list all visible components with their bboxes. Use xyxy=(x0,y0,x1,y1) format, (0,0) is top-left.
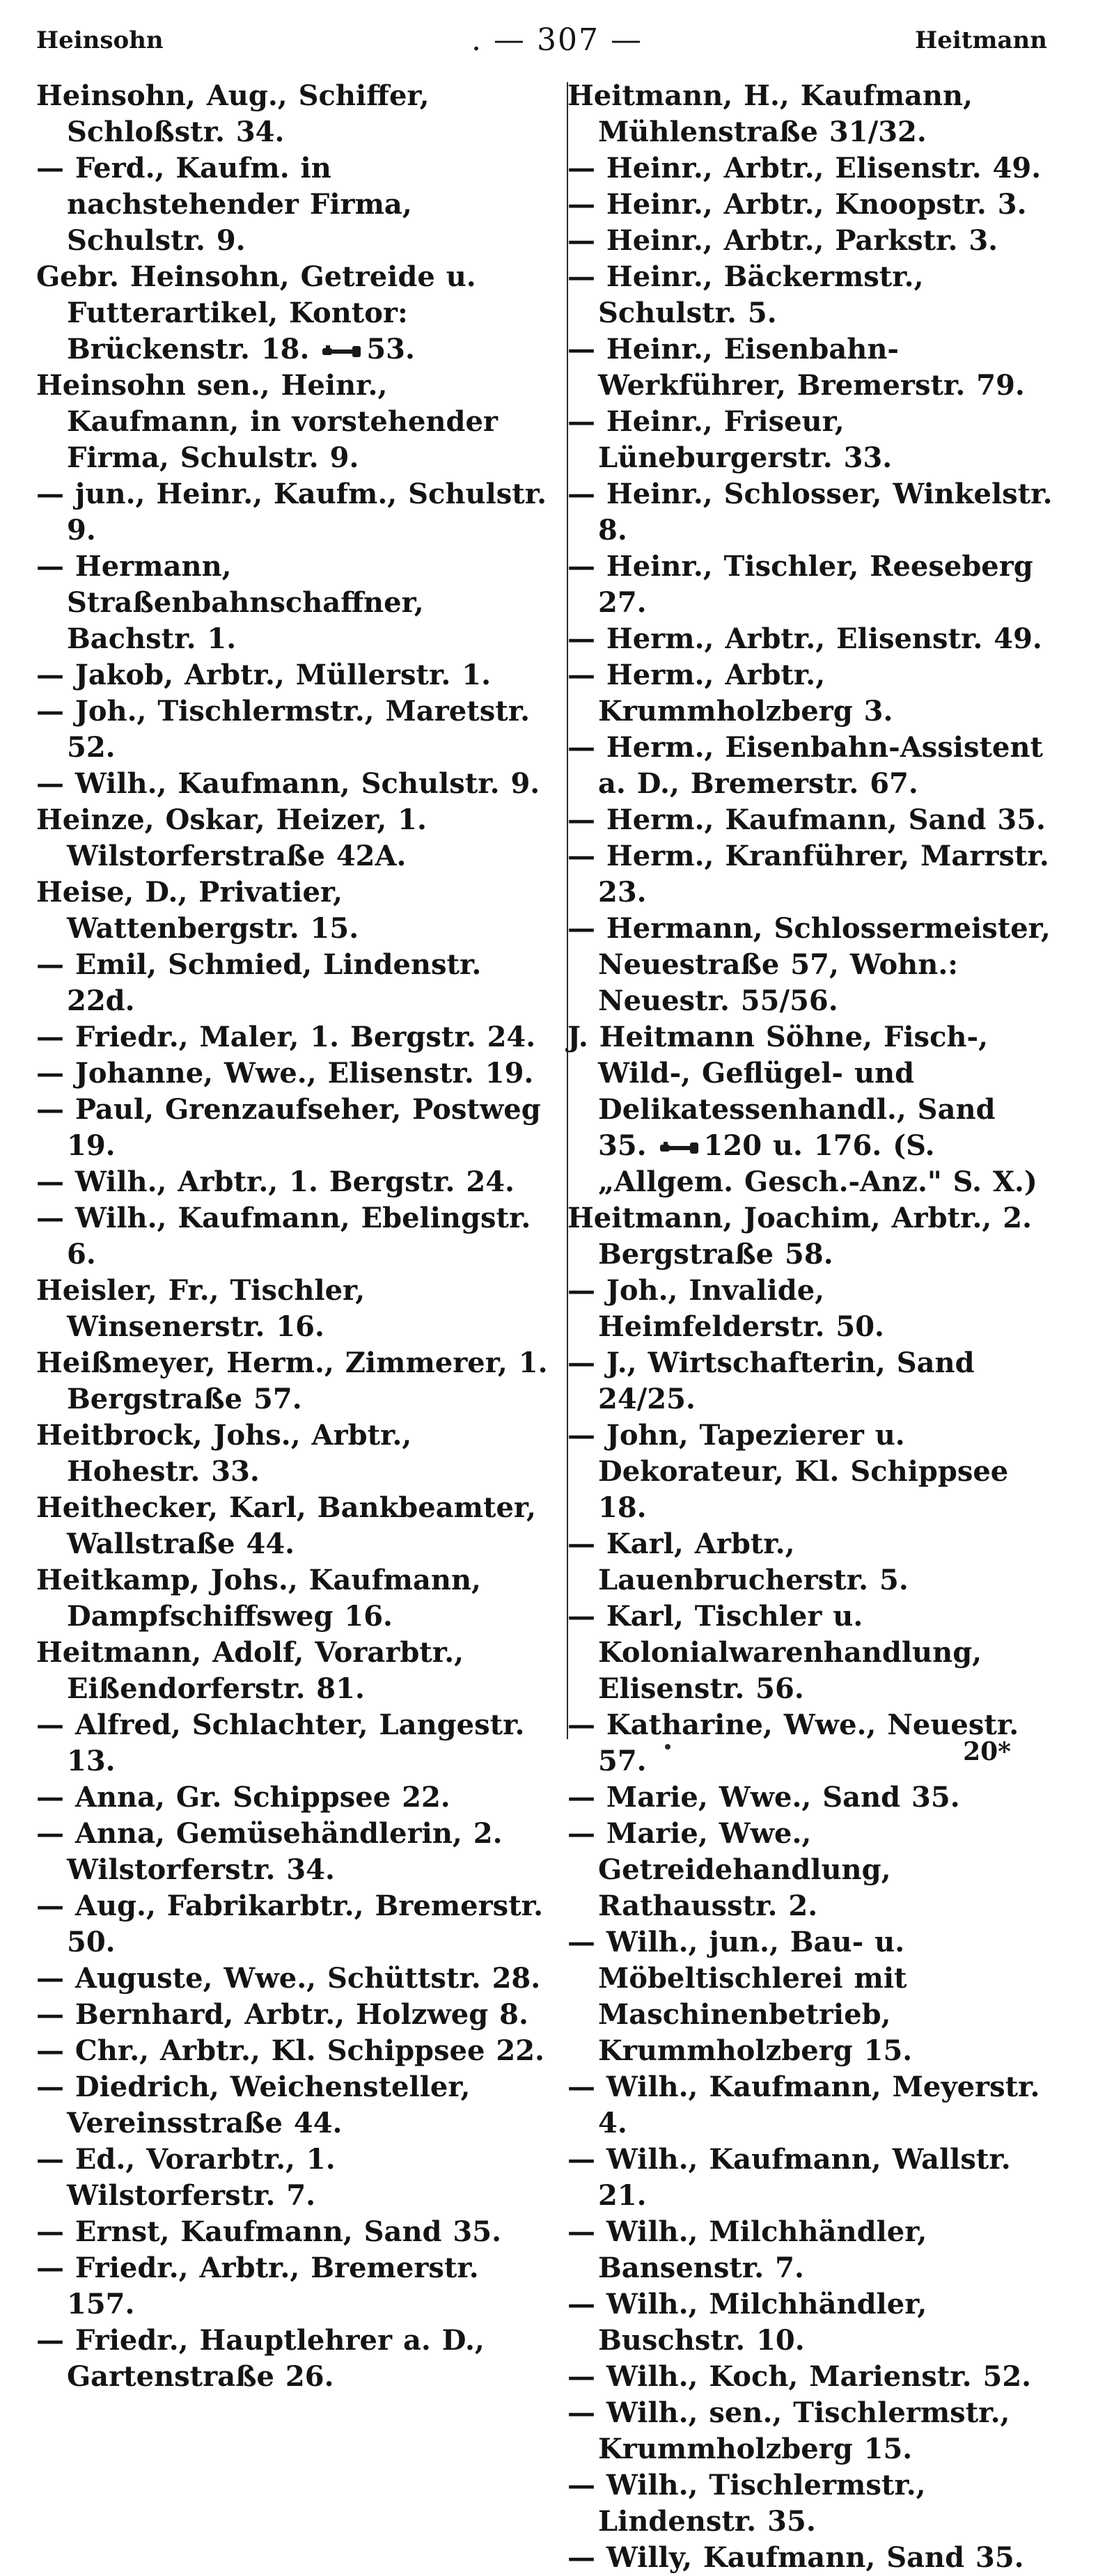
entry-text: Heitmann, Adolf, Vorarbtr., Eißendorferstr. 81. xyxy=(36,1636,464,1705)
directory-entry xyxy=(36,1707,551,1780)
directory-entry xyxy=(567,802,1055,838)
directory-entry xyxy=(36,2214,551,2250)
entry-text: — Herm., Arbtr., Krummholzberg 3. xyxy=(567,659,893,728)
entry-text: — Anna, Gr. Schippsee 22. xyxy=(36,1781,450,1814)
entry-text: — Wilh., Milchhändler, Bansenstr. 7. xyxy=(567,2215,927,2284)
directory-entry xyxy=(567,1417,1055,1526)
directory-entry xyxy=(567,2467,1055,2540)
directory-entry xyxy=(567,2142,1055,2214)
directory-entry xyxy=(567,1019,1055,1200)
telephone-icon xyxy=(659,1140,700,1156)
directory-entry xyxy=(36,1055,551,1092)
left-column xyxy=(36,78,551,2395)
entry-text: — Hermann, Schlossermeister, Neuestraße 57, Wohn.: Neuestr. 55/56. xyxy=(567,912,1051,1017)
directory-entry xyxy=(567,1780,1055,1816)
entry-text: — Katharine, Wwe., Neuestr. 57. xyxy=(567,1709,1019,1777)
entry-text: — Wilh., Koch, Marienstr. 52. xyxy=(567,2360,1032,2393)
entry-text: Heinze, Oskar, Heizer, 1. Wilstorferstraße 42A. xyxy=(36,803,427,872)
directory-entry xyxy=(36,259,551,368)
entry-text: — Jakob, Arbtr., Müllerstr. 1. xyxy=(36,659,491,691)
directory-entry xyxy=(36,947,551,1019)
entry-text: — Ferd., Kaufm. in nachstehender Firma, Schulstr. 9. xyxy=(36,152,412,257)
directory-entry xyxy=(36,1345,551,1417)
directory-entry xyxy=(567,1924,1055,2069)
directory-entry xyxy=(567,78,1055,150)
directory-entry xyxy=(36,150,551,259)
directory-entry xyxy=(567,549,1055,621)
entry-text: — Chr., Arbtr., Kl. Schippsee 22. xyxy=(36,2034,544,2067)
entry-text: — Herm., Kranführer, Marrstr. 23. xyxy=(567,840,1049,909)
entry-text: Heitkamp, Johs., Kaufmann, Dampfschiffsweg 16. xyxy=(36,1564,481,1633)
entry-text: — Alfred, Schlachter, Langestr. 13. xyxy=(36,1709,525,1777)
phone-number: 53. xyxy=(366,333,415,366)
entry-text: Heitbrock, Johs., Arbtr., Hohestr. 33. xyxy=(36,1419,412,1488)
entry-reference: (S. „Allgem. Gesch.-Anz." S. X.) xyxy=(598,1129,1037,1198)
entry-text: J. Heitmann Söhne, Fisch-, Wild-, Geflügel- und Delikatessenhandl., Sand 35. xyxy=(567,1021,996,1162)
directory-entry xyxy=(567,2395,1055,2467)
entry-text: — Heinr., Friseur, Lüneburgerstr. 33. xyxy=(567,405,893,474)
entry-text: — Bernhard, Arbtr., Holzweg 8. xyxy=(36,1998,528,2031)
directory-entry xyxy=(567,187,1055,223)
directory-entry xyxy=(567,404,1055,476)
entry-text: — Hermann, Straßenbahnschaffner, Bachstr. 1. xyxy=(36,550,424,655)
directory-entry xyxy=(567,2359,1055,2395)
entry-text: Heitmann, Joachim, Arbtr., 2. Bergstraße 58. xyxy=(567,1202,1032,1271)
directory-entry xyxy=(36,1780,551,1816)
directory-entry xyxy=(36,2250,551,2323)
entry-text: — Aug., Fabrikarbtr., Bremerstr. 50. xyxy=(36,1890,543,1958)
directory-entry xyxy=(36,693,551,766)
directory-entry xyxy=(567,2286,1055,2359)
directory-entry xyxy=(36,368,551,476)
entry-text: — Heinr., Schlosser, Winkelstr. 8. xyxy=(567,478,1053,547)
directory-entry xyxy=(567,1526,1055,1599)
directory-entry xyxy=(567,2540,1055,2576)
directory-entry xyxy=(36,1961,551,1997)
directory-entry xyxy=(36,1635,551,1707)
directory-entry xyxy=(567,259,1055,331)
directory-entry xyxy=(567,1345,1055,1417)
entry-text: — Wilh., Kaufmann, Meyerstr. 4. xyxy=(567,2071,1040,2139)
phone-number: 120 u. 176. xyxy=(703,1129,882,1162)
entry-text: — Ed., Vorarbtr., 1. Wilstorferstr. 7. xyxy=(36,2143,336,2212)
entry-text: Gebr. Heinsohn, Getreide u. Futterartikel, Kontor: Brückenstr. 18. xyxy=(36,260,476,366)
directory-entry xyxy=(567,476,1055,549)
entry-text: Heithecker, Karl, Bankbeamter, Wallstraße 44. xyxy=(36,1491,536,1560)
directory-entry xyxy=(36,1273,551,1345)
entry-text: — Wilh., jun., Bau- u. Möbeltischlerei mit Maschinenbetrieb, Krummholzberg 15. xyxy=(567,1926,913,2067)
entry-text: Heinsohn sen., Heinr., Kaufmann, in vorstehender Firma, Schulstr. 9. xyxy=(36,369,498,474)
directory-entry xyxy=(36,1417,551,1490)
entry-text: — Joh., Invalide, Heimfelderstr. 50. xyxy=(567,1274,884,1343)
header-right-keyword: Heitmann xyxy=(915,26,1047,54)
entry-text: — Heinr., Tischler, Reeseberg 27. xyxy=(567,550,1033,619)
directory-entry xyxy=(36,1997,551,2033)
entry-text: — Emil, Schmied, Lindenstr. 22d. xyxy=(36,948,482,1017)
directory-entry xyxy=(36,766,551,802)
directory-entry xyxy=(567,1200,1055,1273)
directory-entry xyxy=(36,802,551,874)
directory-entry xyxy=(567,621,1055,657)
printer-dot xyxy=(665,1744,670,1750)
directory-entry xyxy=(567,2069,1055,2142)
directory-entry xyxy=(36,78,551,150)
telephone-icon xyxy=(322,344,362,359)
entry-text: — Wilh., Kaufmann, Schulstr. 9. xyxy=(36,767,540,800)
signature-mark: 20* xyxy=(963,1737,1011,1766)
directory-entry xyxy=(36,476,551,549)
entry-text: — J., Wirtschafterin, Sand 24/25. xyxy=(567,1346,975,1415)
entry-text: — Willy, Kaufmann, Sand 35. xyxy=(567,2541,1024,2574)
entry-text: — Wilh., Arbtr., 1. Bergstr. 24. xyxy=(36,1165,515,1198)
entry-text: — Diedrich, Weichensteller, Vereinsstraße 44. xyxy=(36,2071,471,2139)
entry-text: — Wilh., sen., Tischlermstr., Krummholzberg 15. xyxy=(567,2396,1010,2465)
entry-text: — Karl, Tischler u. Kolonialwarenhandlung, Elisenstr. 56. xyxy=(567,1600,982,1705)
directory-entry xyxy=(36,549,551,657)
page-number: . — 307 — xyxy=(471,22,643,58)
entry-text: — Auguste, Wwe., Schüttstr. 28. xyxy=(36,1962,541,1995)
entry-text: — Heinr., Arbtr., Knoopstr. 3. xyxy=(567,188,1027,221)
directory-entry xyxy=(36,1164,551,1200)
entry-text: Heitmann, H., Kaufmann, Mühlenstraße 31/32. xyxy=(567,79,973,148)
entry-text: — Ernst, Kaufmann, Sand 35. xyxy=(36,2215,502,2248)
entry-text: Heisler, Fr., Tischler, Winsenerstr. 16. xyxy=(36,1274,366,1343)
entry-text: — Marie, Wwe., Getreidehandlung, Rathausstr. 2. xyxy=(567,1817,891,1922)
directory-entry xyxy=(567,730,1055,802)
entry-text: — Wilh., Tischlermstr., Lindenstr. 35. xyxy=(567,2469,926,2538)
directory-entry xyxy=(567,1816,1055,1924)
header-left-keyword: Heinsohn xyxy=(36,26,164,54)
entry-text: — John, Tapezierer u. Dekorateur, Kl. Schippsee 18. xyxy=(567,1419,1009,1524)
entry-text: — Wilh., Kaufmann, Wallstr. 21. xyxy=(567,2143,1011,2212)
entry-text: Heißmeyer, Herm., Zimmerer, 1. Bergstraße 57. xyxy=(36,1346,548,1415)
entry-text: — Friedr., Arbtr., Bremerstr. 157. xyxy=(36,2252,479,2320)
directory-entry xyxy=(36,1816,551,1888)
entry-text: — Herm., Arbtr., Elisenstr. 49. xyxy=(567,622,1042,655)
directory-entry xyxy=(36,2142,551,2214)
entry-text: — Herm., Kaufmann, Sand 35. xyxy=(567,803,1046,836)
entry-text: — Anna, Gemüsehändlerin, 2. Wilstorferstr. 34. xyxy=(36,1817,503,1886)
directory-entry xyxy=(567,331,1055,404)
entry-text: — Heinr., Eisenbahn-Werkführer, Bremerstr. 79. xyxy=(567,333,1025,402)
entry-text: — Heinr., Arbtr., Parkstr. 3. xyxy=(567,224,998,257)
directory-entry xyxy=(36,1888,551,1961)
directory-entry xyxy=(36,1019,551,1055)
entry-text: Heinsohn, Aug., Schiffer, Schloßstr. 34. xyxy=(36,79,430,148)
directory-entry xyxy=(36,1200,551,1273)
entry-text: — Wilh., Milchhändler, Buschstr. 10. xyxy=(567,2288,927,2357)
directory-entry xyxy=(567,223,1055,259)
entry-text: — jun., Heinr., Kaufm., Schulstr. 9. xyxy=(36,478,547,547)
entry-text: — Friedr., Hauptlehrer a. D., Gartenstraße 26. xyxy=(36,2324,485,2393)
entry-text: — Karl, Arbtr., Lauenbrucherstr. 5. xyxy=(567,1527,909,1596)
right-column xyxy=(567,78,1055,2576)
entry-text: — Heinr., Arbtr., Elisenstr. 49. xyxy=(567,152,1042,184)
directory-entry xyxy=(36,1490,551,1562)
directory-entry xyxy=(36,874,551,947)
directory-entry xyxy=(567,1273,1055,1345)
entry-text: Heise, D., Privatier, Wattenbergstr. 15. xyxy=(36,876,359,945)
directory-entry xyxy=(36,2069,551,2142)
entry-text: — Marie, Wwe., Sand 35. xyxy=(567,1781,960,1814)
directory-entry xyxy=(36,2323,551,2395)
entry-text: — Wilh., Kaufmann, Ebelingstr. 6. xyxy=(36,1202,531,1271)
directory-entry xyxy=(567,838,1055,911)
directory-entry xyxy=(36,1562,551,1635)
entry-text: — Joh., Tischlermstr., Maretstr. 52. xyxy=(36,695,531,764)
directory-entry xyxy=(36,2033,551,2069)
entry-text: — Johanne, Wwe., Elisenstr. 19. xyxy=(36,1057,534,1090)
entry-text: — Friedr., Maler, 1. Bergstr. 24. xyxy=(36,1021,536,1053)
directory-entry xyxy=(567,657,1055,730)
directory-entry xyxy=(567,911,1055,1019)
directory-entry xyxy=(36,657,551,693)
directory-entry xyxy=(567,2214,1055,2286)
entry-text: — Herm., Eisenbahn-Assistent a. D., Bremerstr. 67. xyxy=(567,731,1044,800)
entry-text: — Paul, Grenzaufseher, Postweg 19. xyxy=(36,1093,541,1162)
entry-text: — Heinr., Bäckermstr., Schulstr. 5. xyxy=(567,260,924,329)
directory-entry xyxy=(567,1599,1055,1707)
directory-entry xyxy=(36,1092,551,1164)
directory-entry xyxy=(567,150,1055,187)
